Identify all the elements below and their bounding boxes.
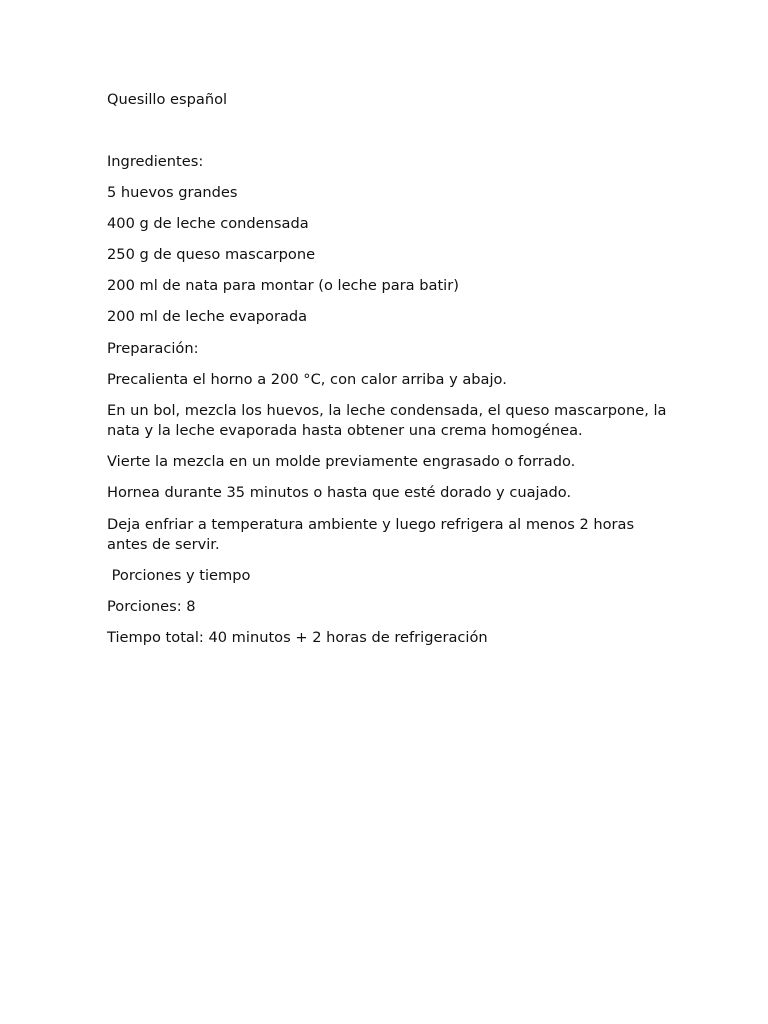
ingredient-item: 5 huevos grandes — [107, 184, 238, 202]
total-time-value: Tiempo total: 40 minutos + 2 horas de refrigeración — [107, 629, 488, 647]
preparation-heading: Preparación: — [107, 339, 199, 357]
document-page — [107, 90, 672, 659]
ingredient-item: 250 g de queso mascarpone — [107, 246, 316, 264]
preparation-step: En un bol, mezcla los huevos, la leche condensada, el queso mascarpone, la nata y la leche evaporada hasta obtener una crema homogénea. — [107, 401, 672, 440]
document-title: Quesillo español — [107, 91, 228, 108]
ingredients-heading: Ingredientes: — [107, 153, 204, 170]
portions-heading: Porciones y tiempo — [107, 567, 251, 585]
preparation-step: Vierte la mezcla en un molde previamente engrasado o forrado. — [107, 453, 576, 471]
portions-value: Porciones: 8 — [107, 598, 196, 616]
preparation-step: Precalienta el horno a 200 °C, con calor arriba y abajo. — [107, 370, 507, 388]
ingredient-item: 400 g de leche condensada — [107, 215, 309, 233]
preparation-step: Hornea durante 35 minutos o hasta que esté dorado y cuajado. — [107, 484, 572, 502]
ingredient-item: 200 ml de leche evaporada — [107, 308, 308, 326]
ingredient-item: 200 ml de nata para montar (o leche para batir) — [107, 277, 459, 295]
preparation-step: Deja enfriar a temperatura ambiente y luego refrigera al menos 2 horas antes de servir. — [107, 515, 639, 554]
